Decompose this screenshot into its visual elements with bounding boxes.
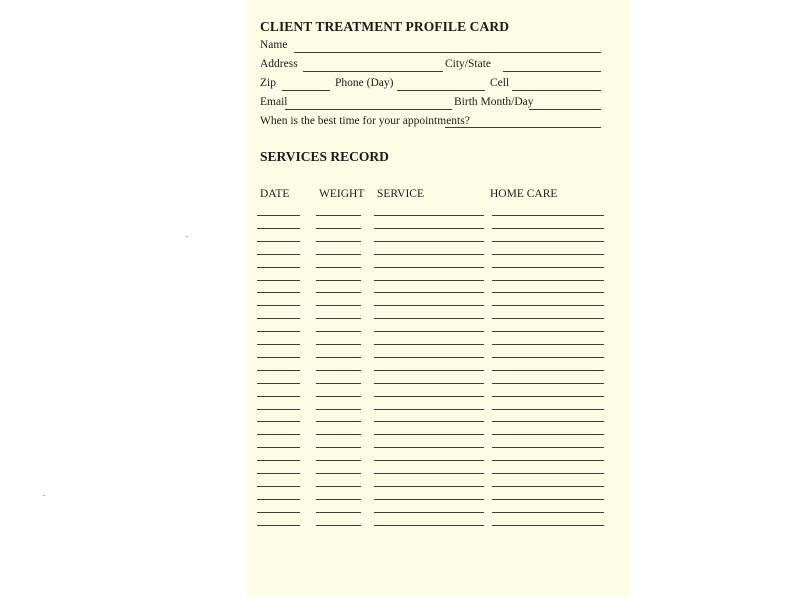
city-state-label: City/State	[445, 58, 491, 70]
record-home-care-field[interactable]	[492, 434, 604, 435]
record-service-field[interactable]	[374, 447, 484, 448]
birth-month-day-field[interactable]	[529, 109, 601, 110]
record-service-field[interactable]	[374, 241, 484, 242]
record-date-field[interactable]	[257, 434, 300, 435]
scan-speck	[186, 236, 188, 237]
best-time-label: When is the best time for your appointments?	[260, 115, 470, 127]
record-date-field[interactable]	[257, 396, 300, 397]
record-service-field[interactable]	[374, 383, 484, 384]
record-home-care-field[interactable]	[492, 421, 604, 422]
record-service-field[interactable]	[374, 434, 484, 435]
record-service-field[interactable]	[374, 460, 484, 461]
record-home-care-field[interactable]	[492, 292, 604, 293]
city-state-field[interactable]	[503, 71, 601, 72]
record-home-care-field[interactable]	[492, 331, 604, 332]
name-field[interactable]	[294, 52, 601, 53]
record-weight-field[interactable]	[316, 344, 361, 345]
record-home-care-field[interactable]	[492, 370, 604, 371]
record-weight-field[interactable]	[316, 292, 361, 293]
record-service-field[interactable]	[374, 473, 484, 474]
zip-label: Zip	[260, 77, 276, 89]
record-home-care-field[interactable]	[492, 383, 604, 384]
record-date-field[interactable]	[257, 267, 300, 268]
record-date-field[interactable]	[257, 525, 300, 526]
record-service-field[interactable]	[374, 525, 484, 526]
record-home-care-field[interactable]	[492, 447, 604, 448]
record-date-field[interactable]	[257, 280, 300, 281]
record-service-field[interactable]	[374, 267, 484, 268]
record-weight-field[interactable]	[316, 486, 361, 487]
record-date-field[interactable]	[257, 254, 300, 255]
phone-day-label: Phone (Day)	[335, 77, 394, 89]
record-date-field[interactable]	[257, 409, 300, 410]
record-weight-field[interactable]	[316, 512, 361, 513]
record-date-field[interactable]	[257, 292, 300, 293]
record-home-care-field[interactable]	[492, 318, 604, 319]
record-service-field[interactable]	[374, 409, 484, 410]
record-weight-field[interactable]	[316, 409, 361, 410]
record-date-field[interactable]	[257, 370, 300, 371]
services-record-title: SERVICES RECORD	[260, 149, 389, 164]
record-date-field[interactable]	[257, 305, 300, 306]
record-weight-field[interactable]	[316, 383, 361, 384]
record-service-field[interactable]	[374, 305, 484, 306]
record-weight-field[interactable]	[316, 396, 361, 397]
record-weight-field[interactable]	[316, 331, 361, 332]
record-home-care-field[interactable]	[492, 305, 604, 306]
record-home-care-field[interactable]	[492, 241, 604, 242]
record-home-care-field[interactable]	[492, 396, 604, 397]
record-weight-field[interactable]	[316, 357, 361, 358]
record-home-care-field[interactable]	[492, 267, 604, 268]
record-date-field[interactable]	[257, 499, 300, 500]
record-date-field[interactable]	[257, 241, 300, 242]
record-date-field[interactable]	[257, 331, 300, 332]
record-home-care-field[interactable]	[492, 525, 604, 526]
record-service-field[interactable]	[374, 396, 484, 397]
record-service-field[interactable]	[374, 331, 484, 332]
record-service-field[interactable]	[374, 344, 484, 345]
email-field[interactable]	[285, 109, 452, 110]
column-header-date: DATE	[260, 188, 290, 200]
record-home-care-field[interactable]	[492, 254, 604, 255]
column-header-weight: WEIGHT	[319, 188, 365, 200]
birth-month-day-label: Birth Month/Day	[454, 96, 534, 108]
client-treatment-profile-card	[247, 0, 630, 596]
column-header-home-care: HOME CARE	[490, 188, 558, 200]
record-date-field[interactable]	[257, 486, 300, 487]
record-weight-field[interactable]	[316, 318, 361, 319]
record-service-field[interactable]	[374, 486, 484, 487]
record-home-care-field[interactable]	[492, 512, 604, 513]
record-weight-field[interactable]	[316, 525, 361, 526]
record-service-field[interactable]	[374, 318, 484, 319]
record-weight-field[interactable]	[316, 241, 361, 242]
record-service-field[interactable]	[374, 254, 484, 255]
record-service-field[interactable]	[374, 370, 484, 371]
record-weight-field[interactable]	[316, 434, 361, 435]
record-home-care-field[interactable]	[492, 344, 604, 345]
record-home-care-field[interactable]	[492, 499, 604, 500]
record-weight-field[interactable]	[316, 305, 361, 306]
record-date-field[interactable]	[257, 473, 300, 474]
address-field[interactable]	[303, 71, 443, 72]
record-weight-field[interactable]	[316, 447, 361, 448]
record-service-field[interactable]	[374, 280, 484, 281]
record-service-field[interactable]	[374, 421, 484, 422]
record-date-field[interactable]	[257, 344, 300, 345]
record-weight-field[interactable]	[316, 215, 361, 216]
record-weight-field[interactable]	[316, 228, 361, 229]
record-service-field[interactable]	[374, 357, 484, 358]
cell-field[interactable]	[512, 90, 601, 91]
card-title: CLIENT TREATMENT PROFILE CARD	[260, 19, 510, 34]
record-service-field[interactable]	[374, 215, 484, 216]
record-service-field[interactable]	[374, 499, 484, 500]
phone-day-field[interactable]	[397, 90, 485, 91]
record-weight-field[interactable]	[316, 267, 361, 268]
record-home-care-field[interactable]	[492, 486, 604, 487]
record-weight-field[interactable]	[316, 473, 361, 474]
record-service-field[interactable]	[374, 228, 484, 229]
record-home-care-field[interactable]	[492, 409, 604, 410]
best-time-field[interactable]	[445, 127, 601, 128]
name-label: Name	[260, 39, 288, 51]
column-header-service: SERVICE	[377, 188, 424, 200]
record-date-field[interactable]	[257, 228, 300, 229]
record-service-field[interactable]	[374, 512, 484, 513]
email-label: Email	[260, 96, 288, 108]
record-service-field[interactable]	[374, 292, 484, 293]
record-weight-field[interactable]	[316, 499, 361, 500]
record-home-care-field[interactable]	[492, 460, 604, 461]
zip-field[interactable]	[282, 90, 330, 91]
record-home-care-field[interactable]	[492, 280, 604, 281]
record-date-field[interactable]	[257, 512, 300, 513]
record-weight-field[interactable]	[316, 254, 361, 255]
record-home-care-field[interactable]	[492, 228, 604, 229]
scan-speck	[43, 495, 45, 496]
record-date-field[interactable]	[257, 357, 300, 358]
record-weight-field[interactable]	[316, 370, 361, 371]
record-date-field[interactable]	[257, 447, 300, 448]
record-date-field[interactable]	[257, 215, 300, 216]
record-date-field[interactable]	[257, 460, 300, 461]
record-date-field[interactable]	[257, 421, 300, 422]
record-home-care-field[interactable]	[492, 473, 604, 474]
record-home-care-field[interactable]	[492, 215, 604, 216]
record-date-field[interactable]	[257, 318, 300, 319]
record-weight-field[interactable]	[316, 421, 361, 422]
record-weight-field[interactable]	[316, 460, 361, 461]
record-date-field[interactable]	[257, 383, 300, 384]
record-weight-field[interactable]	[316, 280, 361, 281]
record-home-care-field[interactable]	[492, 357, 604, 358]
cell-label: Cell	[490, 77, 510, 89]
address-label: Address	[260, 58, 298, 70]
